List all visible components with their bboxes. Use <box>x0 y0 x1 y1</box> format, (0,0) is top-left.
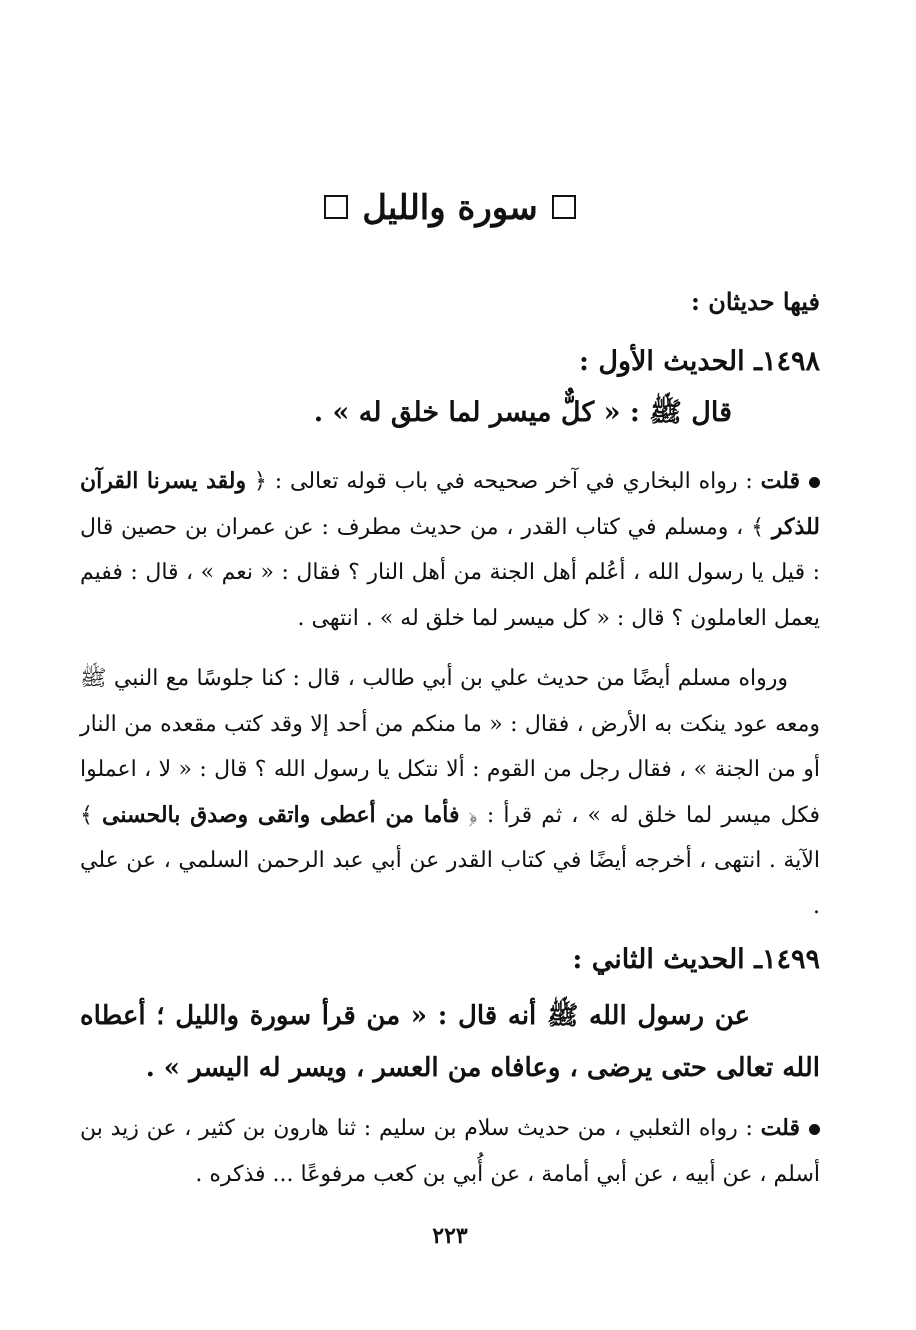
ornament-square-icon <box>552 195 576 219</box>
hadith-2-heading: ١٤٩٩ـ الحديث الثاني : <box>572 944 820 975</box>
bullet-icon <box>809 1124 820 1135</box>
ornament-square-icon <box>324 195 348 219</box>
bullet-icon <box>809 477 820 488</box>
page-number: ٢٢٣ <box>432 1223 468 1249</box>
qultu-label: قلت <box>760 1115 800 1141</box>
surah-title <box>80 183 820 233</box>
qultu-label: قلت <box>760 468 801 494</box>
paragraph-text: ﴾ ، ومسلم في كتاب القدر ، من حديث مطرف : عن عمران بن حصين قال : قيل يا رسول الله ، أعُلم أهل الجنة من أهل النار ؟ فقال : « نعم » ، قال : ففيم يعمل العاملون ؟ قال : « كل ميسر لما خلق له » . انتهى . <box>80 514 820 631</box>
commentary-paragraph-2 <box>80 656 820 929</box>
quran-verse: فأما من أعطى واتقى وصدق بالحسنى <box>102 801 460 828</box>
document-page <box>80 0 820 1330</box>
hadith-2-text: عن رسول الله ﷺ أنه قال : « من قرأ سورة والليل ؛ أعطاه الله تعالى حتى يرضى ، وعافاه من العسر ، ويسر له اليسر » . <box>80 1001 820 1083</box>
surah-title-text: سورة والليل <box>362 188 538 228</box>
paragraph-text: : رواه البخاري في آخر صحيحه في باب قوله تعالى : ﴿ <box>254 469 753 494</box>
paragraph-text: ورواه مسلم أيضًا من حديث علي بن أبي طالب ، قال : كنا جلوسًا مع النبي ﷺ ومعه عود ينكت به الأرض ، فقال : « ما منكم من أحد إلا وقد كتب مقعده من النار أو من الجنة » ، فقال رجل من القوم : ألا نتكل يا رسول الله ؟ قال : « لا ، اعملوا فكل ميسر لما خلق له » ، ثم قرأ : ﴿ <box>80 666 820 828</box>
paragraph-text: : رواه الثعلبي ، من حديث سلام بن سليم : ثنا هارون بن كثير ، عن زيد بن أسلم ، عن أبيه ، عن أبي أمامة ، عن أُبي بن كعب مرفوعًا ... فذكره . <box>80 1116 820 1187</box>
commentary-paragraph-1 <box>80 459 820 641</box>
commentary-paragraph-3 <box>80 1106 820 1197</box>
intro-line: فيها حديثان : <box>691 287 820 316</box>
quran-verse: ولقد يسرنا القرآن للذكر <box>80 468 820 540</box>
paragraph-text: ﴾ الآية . انتهى ، أخرجه أيضًا في كتاب القدر عن أبي عبد الرحمن السلمي ، عن علي . <box>80 802 820 919</box>
hadith-1-heading: ١٤٩٨ـ الحديث الأول : <box>578 346 820 377</box>
hadith-1-text: قال ﷺ : « كلٌّ ميسر لما خلق له » . <box>313 397 732 428</box>
